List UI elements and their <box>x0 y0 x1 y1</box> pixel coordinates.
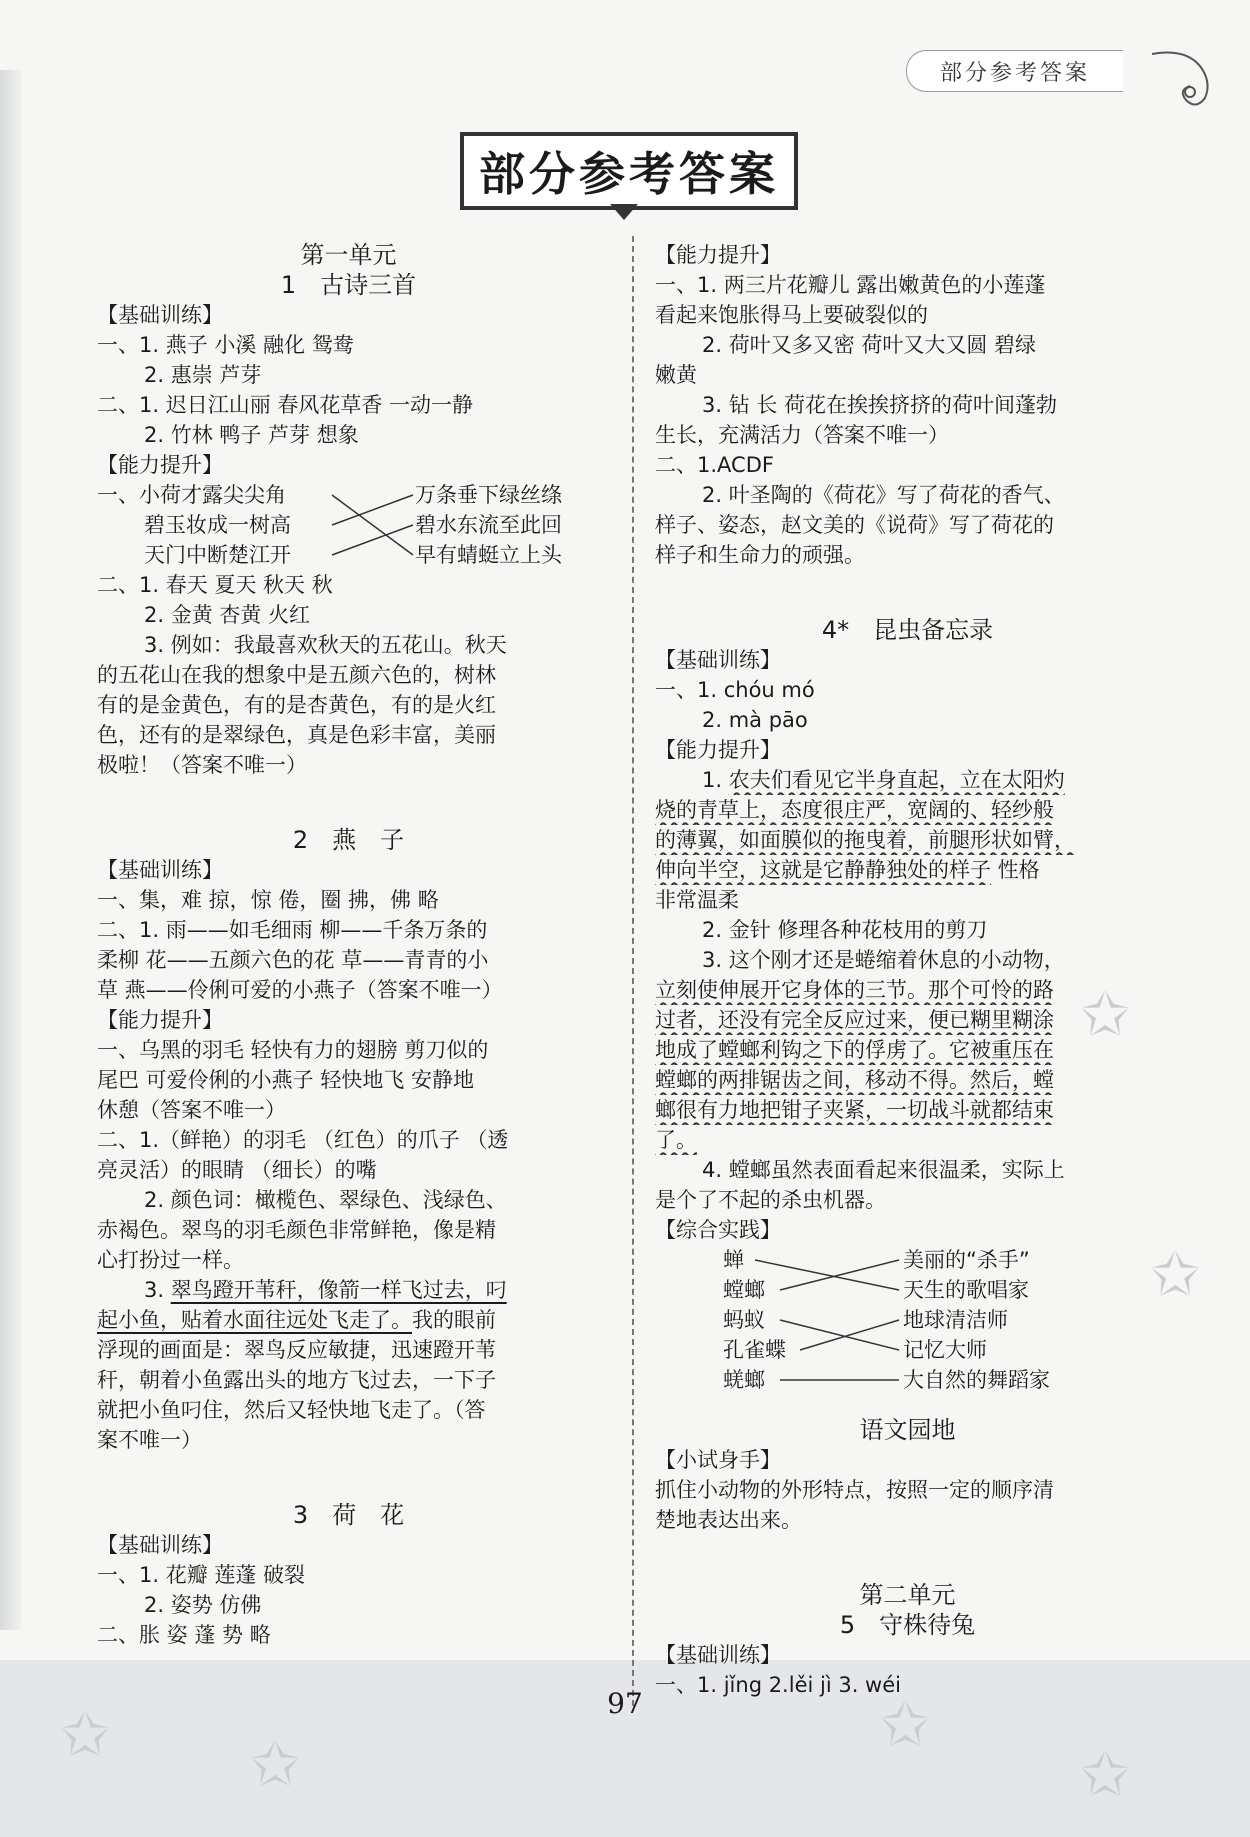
section-label: 【基础训练】 <box>97 303 223 327</box>
answer-line <box>655 1005 1160 1035</box>
lesson-title: 4* 昆虫备忘录 <box>821 616 994 644</box>
section-label: 【基础训练】 <box>97 858 223 882</box>
spacer <box>97 1455 600 1500</box>
answer-line: 2. 惠崇 芦芽 <box>144 363 262 387</box>
answer-line: 一、1. chóu mó <box>655 678 815 702</box>
match-right-item: 碧水东流至此回 <box>415 513 562 537</box>
answer-line: 楚地表达出来。 <box>655 1508 802 1532</box>
answer-line: 二、1. 迟日江山丽 春风花草香 一动一静 <box>97 393 474 417</box>
answer-line: 2. 姿势 仿佛 <box>144 1593 262 1617</box>
wavy-underlined-text: 伸向半空，这就是它静静独处的样子 <box>655 858 991 882</box>
answer-line: 2. 金针 修理各种花枝用的剪刀 <box>702 918 988 942</box>
answer-line: 2. 金黄 杏黄 火红 <box>144 603 311 627</box>
answer-line: 有的是金黄色，有的是杏黄色，有的是火红 <box>97 693 496 717</box>
answer-line: 一、1. 花瓣 莲蓬 破裂 <box>97 1563 306 1587</box>
match-right-item: 记忆大师 <box>903 1338 987 1362</box>
match-left-item: 一、小荷才露尖尖角 <box>97 483 286 507</box>
star-icon: ✩ <box>1080 980 1131 1050</box>
poem-matching <box>97 480 600 570</box>
answer-line: 非常温柔 <box>655 888 739 912</box>
underlined-text: 起小鱼，贴着水面往远处飞走了。 <box>97 1308 412 1332</box>
match-left-item: 螳螂 <box>723 1278 765 1302</box>
answer-line: 一、1. 燕子 小溪 融化 鸳鸯 <box>97 333 354 357</box>
answer-line: 二、胀 姿 蓬 势 略 <box>97 1623 271 1647</box>
section-label: 【基础训练】 <box>97 1533 223 1557</box>
wavy-underlined-text: 立刻使伸展开它身体的三节。那个可怜的路 <box>655 978 1054 1002</box>
wavy-underlined-text: 螂很有力地把钳子夹紧，一切战斗就都结束 <box>655 1098 1054 1122</box>
wavy-underlined-text: 地成了螳螂利钩之下的俘虏了。它被重压在 <box>655 1038 1054 1062</box>
match-left-item: 孔雀蝶 <box>723 1338 786 1362</box>
match-right-item: 美丽的“杀手” <box>903 1248 1030 1272</box>
section-label: 【能力提升】 <box>655 243 781 267</box>
section-label: 【综合实践】 <box>655 1218 781 1242</box>
match-left-item: 碧玉妆成一树高 <box>144 513 291 537</box>
answer-line: 2. 竹林 鸭子 芦芽 想象 <box>144 423 359 447</box>
answer-line: 3. 钻 长 荷花在挨挨挤挤的荷叶间蓬勃 <box>702 393 1058 417</box>
answer-line <box>655 1035 1160 1065</box>
left-column <box>97 240 600 1650</box>
title-arrow-icon <box>610 204 638 220</box>
answer-line: 极啦！（答案不唯一） <box>97 753 307 777</box>
answer-line: 休憩（答案不唯一） <box>97 1098 286 1122</box>
answer-line: 亮灵活）的眼睛 （细长）的嘴 <box>97 1158 377 1182</box>
answer-line: 嫩黄 <box>655 363 697 387</box>
answer-line: 是个了不起的杀虫机器。 <box>655 1188 886 1212</box>
answer-line <box>655 975 1160 1005</box>
spacer <box>97 780 600 825</box>
answer-line: 尾巴 可爱伶俐的小燕子 轻快地飞 安静地 <box>97 1068 475 1092</box>
right-column <box>655 240 1160 1700</box>
lesson-title: 5 守株待兔 <box>839 1611 976 1639</box>
answer-line: 3. 这个刚才还是蜷缩着休息的小动物， <box>702 948 1065 972</box>
wavy-underlined-text: 过者，还没有完全反应过来，便已糊里糊涂 <box>655 1008 1054 1032</box>
match-line <box>780 1320 899 1350</box>
answer-line: 浮现的画面是：翠鸟反应敏捷，迅速蹬开苇 <box>97 1338 496 1362</box>
match-right-item: 天生的歌唱家 <box>903 1278 1029 1302</box>
answer-line: 就把小鱼叼住，然后又轻快地飞走了。（答 <box>97 1398 486 1422</box>
answer-line: 的五花山在我的想象中是五颜六色的，树林 <box>97 663 496 687</box>
answer-line: 二、1.ACDF <box>655 453 774 477</box>
answer-line: 赤褐色。翠鸟的羽毛颜色非常鲜艳，像是精 <box>97 1218 496 1242</box>
answer-line <box>655 795 1160 825</box>
wavy-underlined-text: 了。 <box>655 1128 697 1152</box>
match-line <box>332 495 413 525</box>
answer-line: 二、1. 雨——如毛细雨 柳——千条万条的 <box>97 918 488 942</box>
star-icon: ✩ <box>1080 1740 1131 1810</box>
answer-line: 色，还有的是翠绿色，真是色彩丰富，美丽 <box>97 723 496 747</box>
star-icon: ✩ <box>1150 1240 1201 1310</box>
insect-matching <box>655 1245 1160 1395</box>
wavy-underlined-text: 烧的青草上，态度很庄严，宽阔的、轻纱般 <box>655 798 1054 822</box>
answer-line: 一、乌黑的羽毛 轻快有力的翅膀 剪刀似的 <box>97 1038 489 1062</box>
answer-line: 草 燕——伶俐可爱的小燕子（答案不唯一） <box>97 978 503 1002</box>
answer-line: 2. 叶圣陶的《荷花》写了荷花的香气、 <box>702 483 1065 507</box>
answer-line <box>655 1095 1160 1125</box>
answer-line: 样子和生命力的顽强。 <box>655 543 865 567</box>
answer-line: 柔柳 花——五颜六色的花 草——青青的小 <box>97 948 489 972</box>
star-icon: ✩ <box>880 1690 931 1760</box>
section-label: 【基础训练】 <box>655 1643 781 1667</box>
page-number: 97 <box>607 1687 643 1720</box>
answer-line: 一、1. jǐng 2.lěi jì 3. wéi <box>655 1673 901 1697</box>
section-label: 【能力提升】 <box>655 738 781 762</box>
answer-line: 二、1. 春天 夏天 秋天 秋 <box>97 573 333 597</box>
torn-edge <box>0 70 22 1630</box>
answer-line <box>655 825 1160 855</box>
section-title: 语文园地 <box>859 1416 956 1444</box>
answer-line: 3. 例如：我最喜欢秋天的五花山。秋天 <box>144 633 507 657</box>
answer-line: 看起来饱胀得马上要破裂似的 <box>655 303 928 327</box>
wavy-underlined-text: 农夫们看见它半身直起，立在太阳灼 <box>728 768 1065 792</box>
underlined-text: 翠鸟蹬开苇秆，像箭一样飞过去，叼 <box>170 1278 507 1302</box>
match-line <box>332 495 413 555</box>
star-icon: ✩ <box>60 1700 111 1770</box>
answer-line: 一、集，难 掠，惊 倦，圈 拂，佛 略 <box>97 888 439 912</box>
section-label: 【基础训练】 <box>655 648 781 672</box>
page-title: 部分参考答案 <box>460 132 798 210</box>
match-right-item: 地球清洁师 <box>903 1308 1008 1332</box>
lesson-title: 1 古诗三首 <box>280 271 417 299</box>
star-icon: ✩ <box>250 1730 301 1800</box>
answer-line: 样子、姿态，赵文美的《说荷》写了荷花的 <box>655 513 1054 537</box>
answer-line: 秆，朝着小鱼露出头的地方飞过去，一下子 <box>97 1368 496 1392</box>
match-left-item: 蚂蚁 <box>723 1308 765 1332</box>
match-lines <box>97 480 600 570</box>
answer-line: 一、1. 两三片花瓣儿 露出嫩黄色的小莲蓬 <box>655 273 1046 297</box>
answer-line: 2. 荷叶又多又密 荷叶又大又圆 碧绿 <box>702 333 1037 357</box>
answer-line <box>655 765 1160 795</box>
answer-number: 1. <box>702 768 729 792</box>
match-left-item: 天门中断楚江开 <box>144 543 291 567</box>
unit-heading: 第一单元 <box>300 241 397 269</box>
section-label: 【能力提升】 <box>97 453 223 477</box>
section-tag: 部分参考答案 <box>906 50 1123 92</box>
match-right-item: 万条垂下绿丝绦 <box>415 483 562 507</box>
wavy-underlined-text: 的薄翼，如面膜似的拖曳着，前腿形状如臂， <box>655 828 1075 852</box>
column-divider <box>632 236 635 1706</box>
match-line <box>332 525 413 555</box>
answer-text: 性格 <box>991 858 1040 882</box>
answer-number: 3. <box>144 1278 171 1302</box>
answer-line: 二、1.（鲜艳）的羽毛 （红色）的爪子 （透 <box>97 1128 509 1152</box>
answer-line: 2. 颜色词：橄榄色、翠绿色、浅绿色、 <box>144 1188 507 1212</box>
match-right-item: 大自然的舞蹈家 <box>903 1368 1050 1392</box>
answer-line <box>97 1275 600 1305</box>
lesson-title: 3 荷 花 <box>292 1501 405 1529</box>
answer-line: 2. mà pāo <box>702 708 808 732</box>
spacer <box>655 1395 1160 1415</box>
section-label: 【能力提升】 <box>97 1008 223 1032</box>
answer-line <box>655 855 1160 885</box>
answer-text: 我的眼前 <box>412 1308 496 1332</box>
answer-line: 心打扮过一样。 <box>97 1248 244 1272</box>
match-left-item: 蜣螂 <box>723 1368 765 1392</box>
answer-line: 案不唯一） <box>97 1428 202 1452</box>
match-lines <box>655 1245 1160 1395</box>
answer-line <box>655 1125 1160 1155</box>
section-label: 【小试身手】 <box>655 1448 781 1472</box>
answer-line <box>97 1305 600 1335</box>
lesson-title: 2 燕 子 <box>292 826 405 854</box>
match-line <box>755 1260 899 1290</box>
unit-heading: 第二单元 <box>859 1581 956 1609</box>
wavy-underlined-text: 螳螂的两排锯齿之间，移动不得。然后，螳 <box>655 1068 1054 1092</box>
spacer <box>655 570 1160 615</box>
match-left-item: 蝉 <box>723 1248 744 1272</box>
match-line <box>780 1260 899 1290</box>
corner-ornament-icon <box>1150 46 1220 116</box>
answer-line <box>655 1065 1160 1095</box>
match-right-item: 早有蜻蜓立上头 <box>415 543 562 567</box>
answer-line: 抓住小动物的外形特点，按照一定的顺序清 <box>655 1478 1054 1502</box>
spacer <box>655 1535 1160 1580</box>
answer-line: 生长，充满活力（答案不唯一） <box>655 423 949 447</box>
answer-line: 4. 螳螂虽然表面看起来很温柔，实际上 <box>702 1158 1065 1182</box>
